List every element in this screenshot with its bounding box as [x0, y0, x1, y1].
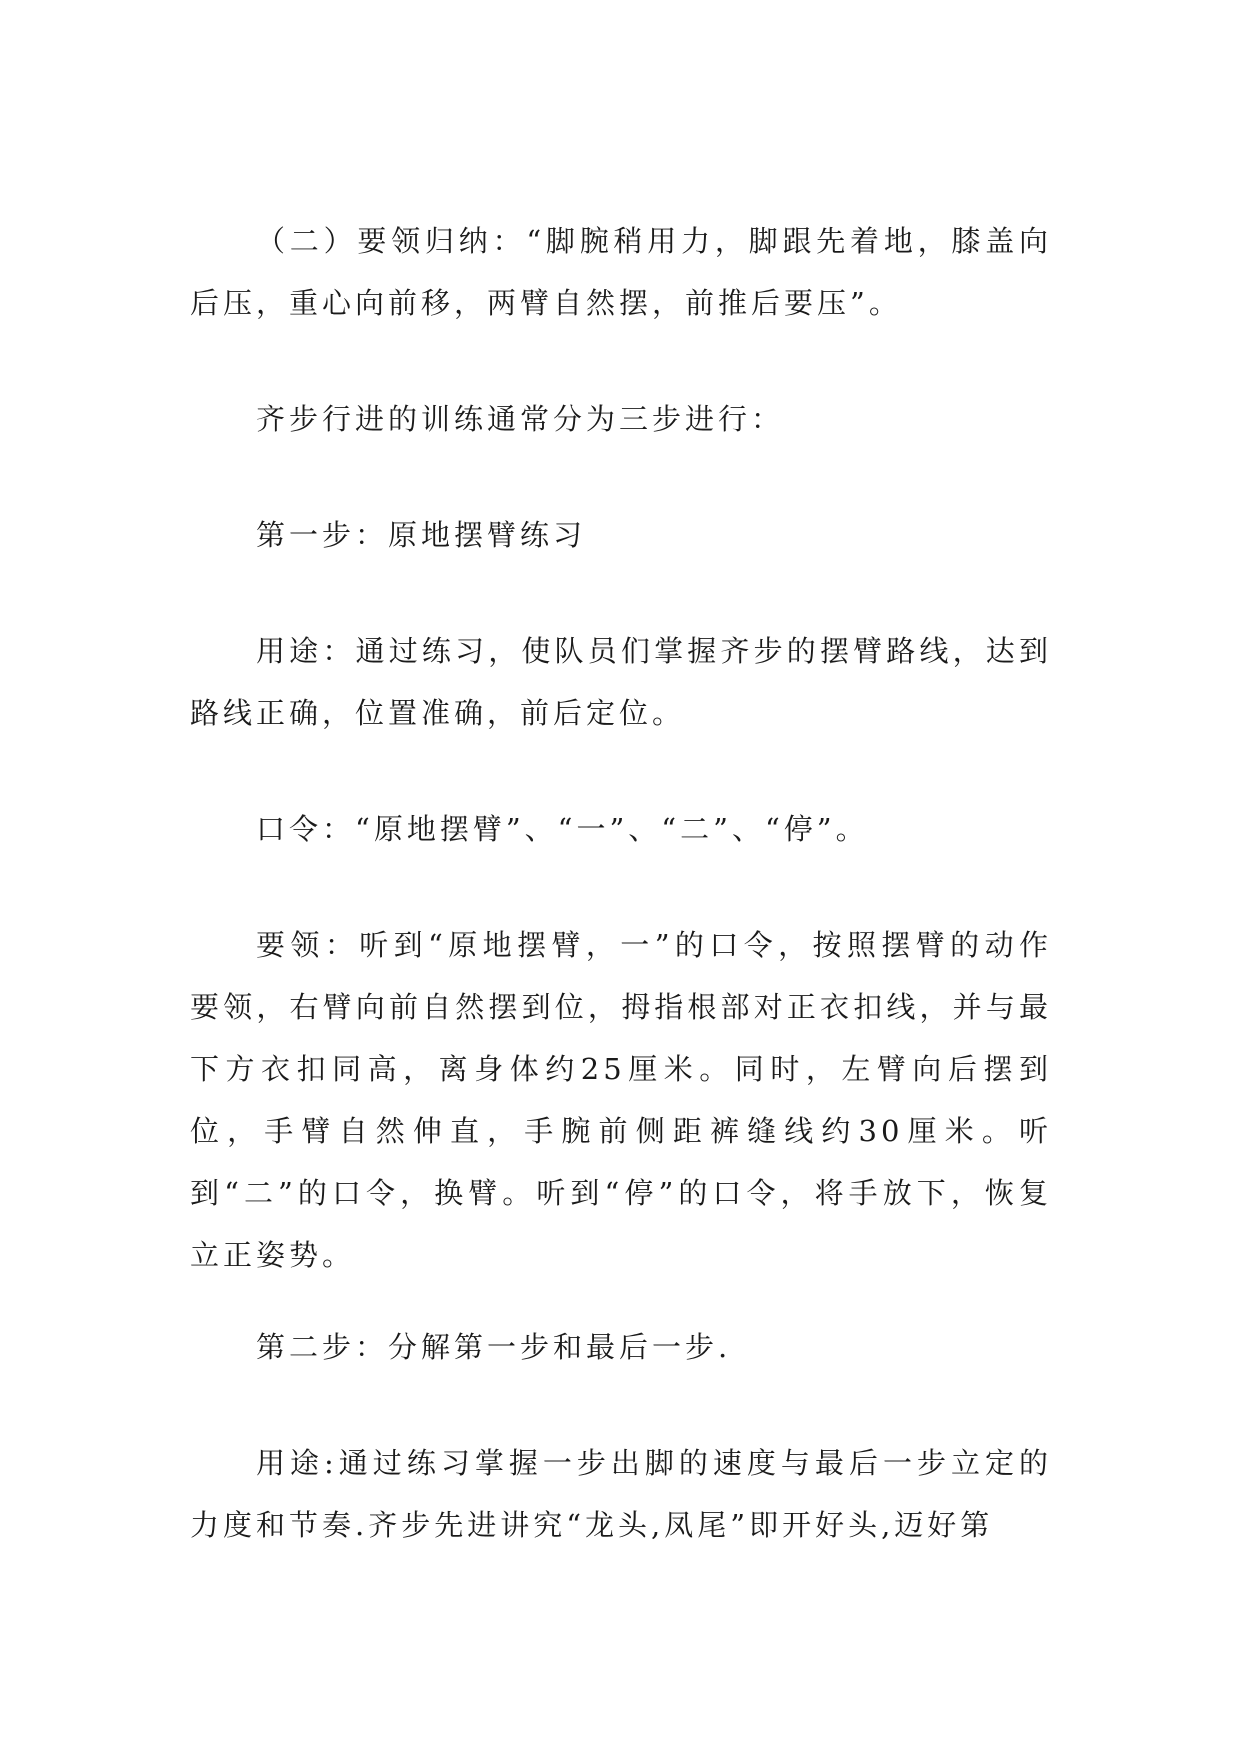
paragraph-step-two-heading: 第二步：分解第一步和最后一步. [256, 1330, 732, 1364]
paragraph-key-points: （二）要领归纳：“脚腕稍用力，脚跟先着地，膝盖向后压，重心向前移，两臂自然摆，前推后要压”。 [190, 224, 1052, 320]
paragraph-step-one-command: 口令：“原地摆臂”、“一”、“二”、“停”。 [256, 812, 869, 846]
paragraph-step-two-purpose: 用途:通过练习掌握一步出脚的速度与最后一步立定的力度和节奏.齐步先进讲究“龙头,凤尾”即开好头,迈好第 [190, 1446, 1052, 1542]
paragraph-training-intro: 齐步行进的训练通常分为三步进行： [256, 402, 785, 436]
paragraph-step-one-purpose: 用途：通过练习，使队员们掌握齐步的摆臂路线，达到路线正确，位置准确，前后定位。 [190, 634, 1052, 730]
paragraph-step-one-essentials: 要领：听到“原地摆臂，一”的口令，按照摆臂的动作要领，右臂向前自然摆到位，拇指根部对正衣扣线，并与最下方衣扣同高，离身体约25厘米。同时，左臂向后摆到位，手臂自然伸直，手腕前侧距裤缝线约30厘米。听到“二”的口令，换臂。听到“停”的口令，将手放下，恢复立正姿势。 [190, 928, 1052, 1272]
paragraph-step-one-heading: 第一步：原地摆臂练习 [256, 518, 587, 552]
